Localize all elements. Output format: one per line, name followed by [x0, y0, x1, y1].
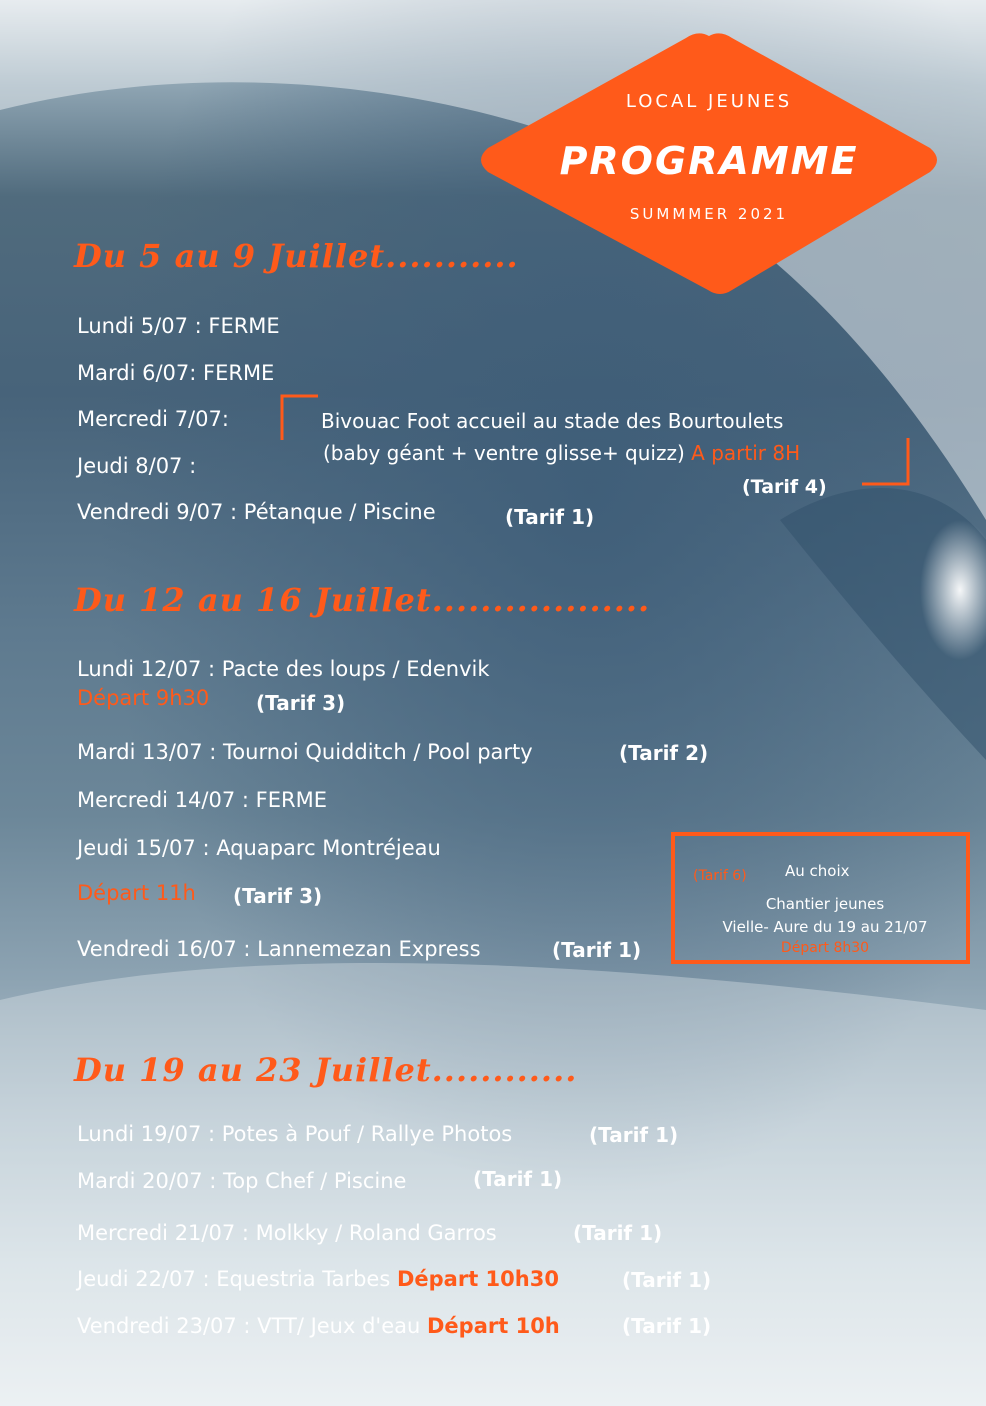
week3-mardi-tarif: (Tarif 1) [473, 1167, 563, 1191]
week3-vendredi [77, 1316, 560, 1337]
header-line3: SUMMMER 2021 [629, 205, 789, 223]
bivouac-desc: (baby géant + ventre glisse+ quizz) [323, 441, 685, 465]
week3-jeudi-tarif: (Tarif 1) [622, 1268, 712, 1292]
chantier-box [671, 832, 970, 964]
week3-lundi: Lundi 19/07 : Potes à Pouf / Rallye Photos [77, 1122, 513, 1146]
week3-lundi-tarif: (Tarif 1) [589, 1123, 679, 1147]
bracket-right [860, 436, 912, 488]
week2-heading-text: Du 12 au 16 Juillet [74, 581, 432, 619]
week1-heading-text: Du 5 au 9 Juillet [74, 237, 386, 275]
week3-heading [74, 1051, 578, 1089]
week2-jeudi-tarif: (Tarif 3) [233, 884, 323, 908]
week3-vendredi-text: Vendredi 23/07 : VTT/ Jeux d'eau [77, 1314, 421, 1338]
week2-lundi-depart: Départ 9h30 [77, 686, 210, 710]
week2-vendredi-tarif: (Tarif 1) [552, 938, 642, 962]
bivouac-time: A partir 8H [691, 441, 801, 465]
box-tarif: (Tarif 6) [693, 868, 747, 884]
bivouac-tarif: (Tarif 4) [742, 476, 827, 498]
header-title: PROGRAMME [559, 139, 859, 183]
week2-jeudi-depart: Départ 11h [77, 881, 196, 905]
week3-jeudi [77, 1269, 559, 1290]
week2-mardi: Mardi 13/07 : Tournoi Quidditch / Pool party [77, 740, 533, 764]
week2-heading [74, 581, 651, 619]
week1-heading-dots: ........... [385, 237, 519, 275]
bracket-left [280, 394, 320, 442]
week3-mercredi-tarif: (Tarif 1) [573, 1221, 663, 1245]
week1-heading [74, 237, 519, 275]
week3-jeudi-depart: Départ 10h30 [396, 1267, 559, 1291]
box-choix: Au choix [785, 862, 850, 880]
box-depart: Départ 8h30 [780, 940, 870, 956]
week1-lundi: Lundi 5/07 : FERME [77, 314, 280, 338]
week3-mardi: Mardi 20/07 : Top Chef / Piscine [77, 1169, 407, 1193]
header-line1: LOCAL JEUNES [625, 91, 793, 112]
week3-heading-dots: ............ [431, 1051, 578, 1089]
week2-jeudi: Jeudi 15/07 : Aquaparc Montréjeau [77, 836, 441, 860]
week3-vendredi-tarif: (Tarif 1) [622, 1314, 712, 1338]
week1-mercredi: Mercredi 7/07: [77, 407, 229, 431]
week2-lundi: Lundi 12/07 : Pacte des loups / Edenvik [77, 657, 490, 681]
week1-jeudi: Jeudi 8/07 : [77, 454, 197, 478]
week2-heading-dots: .................. [431, 581, 651, 619]
week1-vendredi-tarif: (Tarif 1) [505, 505, 595, 529]
bivouac-line2 [323, 443, 800, 463]
week1-vendredi: Vendredi 9/07 : Pétanque / Piscine [77, 500, 436, 524]
week2-mardi-tarif: (Tarif 2) [619, 741, 709, 765]
week2-mercredi: Mercredi 14/07 : FERME [77, 788, 327, 812]
week3-mercredi: Mercredi 21/07 : Molkky / Roland Garros [77, 1221, 497, 1245]
week1-mardi: Mardi 6/07: FERME [77, 361, 275, 385]
week3-heading-text: Du 19 au 23 Juillet [74, 1051, 432, 1089]
week2-vendredi: Vendredi 16/07 : Lannemezan Express [77, 937, 481, 961]
week3-vendredi-depart: Départ 10h [427, 1314, 560, 1338]
box-line1: Chantier jeunes [765, 895, 885, 913]
header-badge [478, 30, 940, 298]
box-line2: Vielle- Aure du 19 au 21/07 [722, 918, 928, 936]
week2-lundi-tarif: (Tarif 3) [256, 691, 346, 715]
week3-jeudi-text: Jeudi 22/07 : Equestria Tarbes [77, 1267, 391, 1291]
bivouac-line1: Bivouac Foot accueil au stade des Bourtoulets [321, 409, 784, 433]
